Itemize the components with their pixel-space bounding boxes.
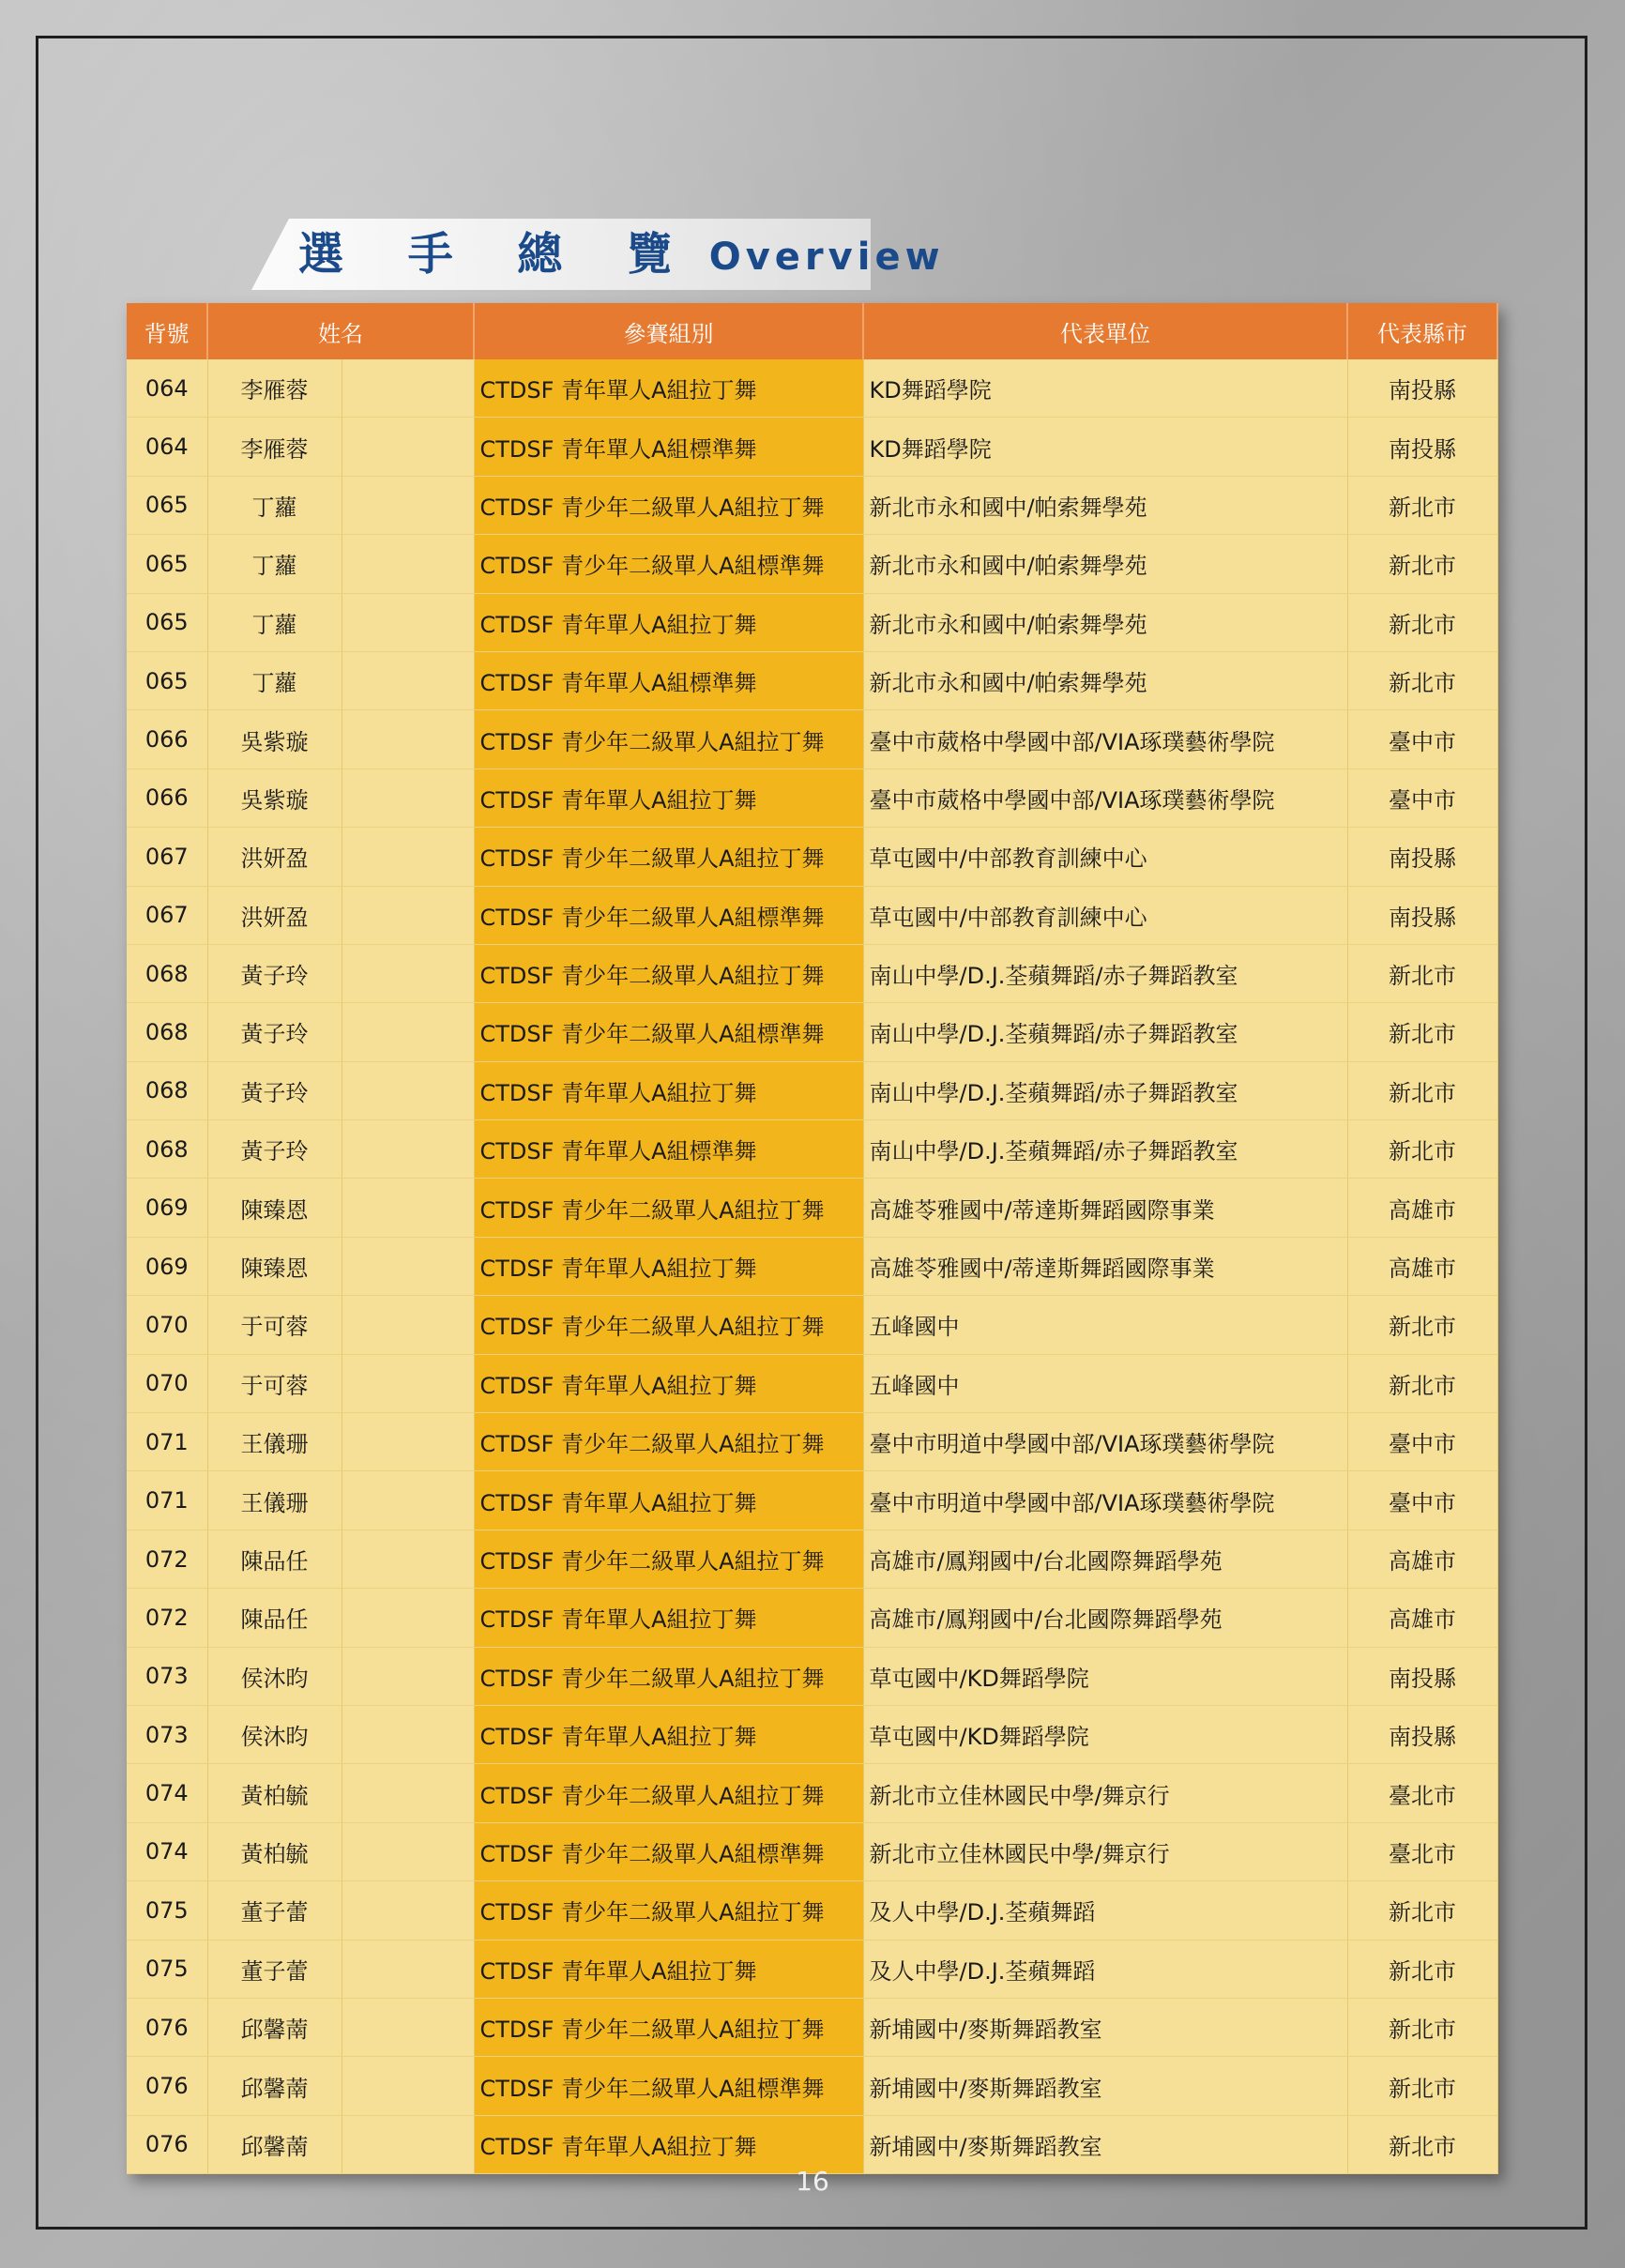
- county-cell: 臺北市: [1347, 1764, 1497, 1822]
- category-cell: CTDSF 青少年二級單人A組拉丁舞: [474, 1881, 863, 1940]
- unit-cell: 新埔國中/麥斯舞蹈教室: [863, 2115, 1347, 2173]
- empty-cell: [342, 1822, 474, 1880]
- name-cell: 丁蘿: [207, 535, 342, 593]
- category-cell: CTDSF 青少年二級單人A組標準舞: [474, 1003, 863, 1061]
- county-cell: 南投縣: [1347, 1647, 1497, 1705]
- title-chinese: 選 手 總 覽: [298, 228, 697, 281]
- bib-number-cell: 075: [127, 1940, 207, 1998]
- unit-cell: 新北市永和國中/帕索舞學苑: [863, 651, 1347, 709]
- bib-number-cell: 066: [127, 710, 207, 769]
- table-row: [127, 1413, 1497, 1471]
- category-cell: CTDSF 青少年二級單人A組拉丁舞: [474, 476, 863, 534]
- table-row: [127, 769, 1497, 827]
- table-row: [127, 1354, 1497, 1412]
- empty-cell: [342, 1471, 474, 1530]
- table-row: [127, 1120, 1497, 1179]
- table-row: [127, 1764, 1497, 1822]
- unit-cell: 新北市永和國中/帕索舞學苑: [863, 593, 1347, 651]
- table-row: [127, 944, 1497, 1002]
- empty-cell: [342, 1413, 474, 1471]
- county-cell: 高雄市: [1347, 1237, 1497, 1295]
- empty-cell: [342, 1764, 474, 1822]
- table-row: [127, 1471, 1497, 1530]
- table-row: [127, 1296, 1497, 1354]
- name-cell: 黃柏毓: [207, 1764, 342, 1822]
- table-row: [127, 476, 1497, 534]
- unit-cell: 草屯國中/中部教育訓練中心: [863, 828, 1347, 886]
- empty-cell: [342, 1354, 474, 1412]
- bib-number-cell: 069: [127, 1237, 207, 1295]
- county-cell: 新北市: [1347, 2115, 1497, 2173]
- name-cell: 黃子玲: [207, 1003, 342, 1061]
- category-cell: CTDSF 青少年二級單人A組拉丁舞: [474, 1998, 863, 2056]
- county-cell: 南投縣: [1347, 418, 1497, 476]
- header-name: 姓名: [207, 303, 474, 359]
- table-row: [127, 1003, 1497, 1061]
- bib-number-cell: 075: [127, 1881, 207, 1940]
- table-row: [127, 1061, 1497, 1119]
- empty-cell: [342, 593, 474, 651]
- bib-number-cell: 072: [127, 1589, 207, 1647]
- category-cell: CTDSF 青年單人A組拉丁舞: [474, 769, 863, 827]
- empty-cell: [342, 710, 474, 769]
- empty-cell: [342, 1530, 474, 1588]
- bib-number-cell: 070: [127, 1354, 207, 1412]
- unit-cell: 高雄苓雅國中/蒂達斯舞蹈國際事業: [863, 1179, 1347, 1237]
- bib-number-cell: 073: [127, 1705, 207, 1763]
- county-cell: 臺中市: [1347, 1413, 1497, 1471]
- empty-cell: [342, 886, 474, 944]
- unit-cell: 新北市立佳林國民中學/舞京行: [863, 1822, 1347, 1880]
- bib-number-cell: 076: [127, 1998, 207, 2056]
- table-row: [127, 2057, 1497, 2115]
- name-cell: 黃子玲: [207, 1120, 342, 1179]
- county-cell: 新北市: [1347, 476, 1497, 534]
- bib-number-cell: 064: [127, 359, 207, 418]
- table-row: [127, 651, 1497, 709]
- category-cell: CTDSF 青年單人A組拉丁舞: [474, 1354, 863, 1412]
- table-row: [127, 1237, 1497, 1295]
- empty-cell: [342, 651, 474, 709]
- category-cell: CTDSF 青少年二級單人A組標準舞: [474, 2057, 863, 2115]
- name-cell: 陳品任: [207, 1530, 342, 1588]
- name-cell: 李雁蓉: [207, 359, 342, 418]
- category-cell: CTDSF 青少年二級單人A組拉丁舞: [474, 944, 863, 1002]
- bib-number-cell: 065: [127, 651, 207, 709]
- county-cell: 臺中市: [1347, 769, 1497, 827]
- unit-cell: 及人中學/D.J.荃蘋舞蹈: [863, 1940, 1347, 1998]
- unit-cell: 臺中市明道中學國中部/VIA琢璞藝術學院: [863, 1413, 1347, 1471]
- bib-number-cell: 073: [127, 1647, 207, 1705]
- category-cell: CTDSF 青年單人A組拉丁舞: [474, 1705, 863, 1763]
- category-cell: CTDSF 青年單人A組拉丁舞: [474, 2115, 863, 2173]
- unit-cell: 新北市永和國中/帕索舞學苑: [863, 535, 1347, 593]
- county-cell: 新北市: [1347, 651, 1497, 709]
- category-cell: CTDSF 青年單人A組拉丁舞: [474, 1940, 863, 1998]
- category-cell: CTDSF 青年單人A組拉丁舞: [474, 593, 863, 651]
- empty-cell: [342, 944, 474, 1002]
- unit-cell: 南山中學/D.J.荃蘋舞蹈/赤子舞蹈教室: [863, 944, 1347, 1002]
- empty-cell: [342, 1705, 474, 1763]
- unit-cell: KD舞蹈學院: [863, 418, 1347, 476]
- empty-cell: [342, 1120, 474, 1179]
- title-english: Overview: [708, 236, 945, 279]
- bib-number-cell: 067: [127, 886, 207, 944]
- table-row: [127, 1822, 1497, 1880]
- name-cell: 丁蘿: [207, 593, 342, 651]
- name-cell: 吳紫璇: [207, 710, 342, 769]
- bib-number-cell: 066: [127, 769, 207, 827]
- empty-cell: [342, 1003, 474, 1061]
- empty-cell: [342, 1061, 474, 1119]
- name-cell: 吳紫璇: [207, 769, 342, 827]
- empty-cell: [342, 828, 474, 886]
- category-cell: CTDSF 青少年二級單人A組拉丁舞: [474, 710, 863, 769]
- county-cell: 新北市: [1347, 1061, 1497, 1119]
- category-cell: CTDSF 青年單人A組拉丁舞: [474, 1061, 863, 1119]
- unit-cell: 五峰國中: [863, 1296, 1347, 1354]
- county-cell: 新北市: [1347, 944, 1497, 1002]
- county-cell: 南投縣: [1347, 828, 1497, 886]
- unit-cell: 南山中學/D.J.荃蘋舞蹈/赤子舞蹈教室: [863, 1061, 1347, 1119]
- category-cell: CTDSF 青少年二級單人A組拉丁舞: [474, 1296, 863, 1354]
- empty-cell: [342, 476, 474, 534]
- bib-number-cell: 069: [127, 1179, 207, 1237]
- table-row: [127, 359, 1497, 418]
- table-row: [127, 1940, 1497, 1998]
- category-cell: CTDSF 青少年二級單人A組拉丁舞: [474, 1413, 863, 1471]
- category-cell: CTDSF 青少年二級單人A組標準舞: [474, 535, 863, 593]
- category-cell: CTDSF 青年單人A組標準舞: [474, 1120, 863, 1179]
- bib-number-cell: 065: [127, 535, 207, 593]
- unit-cell: 南山中學/D.J.荃蘋舞蹈/赤子舞蹈教室: [863, 1003, 1347, 1061]
- category-cell: CTDSF 青少年二級單人A組拉丁舞: [474, 828, 863, 886]
- unit-cell: 新北市永和國中/帕索舞學苑: [863, 476, 1347, 534]
- unit-cell: 新埔國中/麥斯舞蹈教室: [863, 2057, 1347, 2115]
- name-cell: 黃子玲: [207, 944, 342, 1002]
- name-cell: 邱馨萳: [207, 2115, 342, 2173]
- bib-number-cell: 064: [127, 418, 207, 476]
- table-header-row: [127, 303, 1497, 359]
- county-cell: 新北市: [1347, 1296, 1497, 1354]
- name-cell: 李雁蓉: [207, 418, 342, 476]
- table-row: [127, 1530, 1497, 1588]
- name-cell: 丁蘿: [207, 651, 342, 709]
- unit-cell: 南山中學/D.J.荃蘋舞蹈/赤子舞蹈教室: [863, 1120, 1347, 1179]
- county-cell: 新北市: [1347, 1003, 1497, 1061]
- bib-number-cell: 068: [127, 1061, 207, 1119]
- category-cell: CTDSF 青年單人A組拉丁舞: [474, 1237, 863, 1295]
- category-cell: CTDSF 青年單人A組拉丁舞: [474, 359, 863, 418]
- county-cell: 臺中市: [1347, 710, 1497, 769]
- name-cell: 侯沐昀: [207, 1647, 342, 1705]
- empty-cell: [342, 1998, 474, 2056]
- bib-number-cell: 067: [127, 828, 207, 886]
- county-cell: 新北市: [1347, 2057, 1497, 2115]
- unit-cell: 高雄市/鳳翔國中/台北國際舞蹈學苑: [863, 1589, 1347, 1647]
- name-cell: 于可蓉: [207, 1296, 342, 1354]
- table-row: [127, 1998, 1497, 2056]
- bib-number-cell: 072: [127, 1530, 207, 1588]
- name-cell: 于可蓉: [207, 1354, 342, 1412]
- header-bib: 背號: [127, 303, 207, 359]
- page-title: [298, 221, 945, 287]
- unit-cell: 新埔國中/麥斯舞蹈教室: [863, 1998, 1347, 2056]
- name-cell: 丁蘿: [207, 476, 342, 534]
- name-cell: 王儀珊: [207, 1471, 342, 1530]
- unit-cell: 高雄市/鳳翔國中/台北國際舞蹈學苑: [863, 1530, 1347, 1588]
- county-cell: 新北市: [1347, 1940, 1497, 1998]
- bib-number-cell: 076: [127, 2115, 207, 2173]
- bib-number-cell: 065: [127, 593, 207, 651]
- category-cell: CTDSF 青年單人A組拉丁舞: [474, 1589, 863, 1647]
- county-cell: 新北市: [1347, 1354, 1497, 1412]
- category-cell: CTDSF 青少年二級單人A組拉丁舞: [474, 1179, 863, 1237]
- unit-cell: 草屯國中/中部教育訓練中心: [863, 886, 1347, 944]
- name-cell: 邱馨萳: [207, 1998, 342, 2056]
- county-cell: 南投縣: [1347, 359, 1497, 418]
- county-cell: 高雄市: [1347, 1530, 1497, 1588]
- unit-cell: 高雄苓雅國中/蒂達斯舞蹈國際事業: [863, 1237, 1347, 1295]
- category-cell: CTDSF 青少年二級單人A組拉丁舞: [474, 1530, 863, 1588]
- empty-cell: [342, 769, 474, 827]
- empty-cell: [342, 535, 474, 593]
- header-unit: 代表單位: [863, 303, 1347, 359]
- unit-cell: 臺中市明道中學國中部/VIA琢璞藝術學院: [863, 1471, 1347, 1530]
- county-cell: 新北市: [1347, 593, 1497, 651]
- bib-number-cell: 074: [127, 1764, 207, 1822]
- table-row: [127, 1705, 1497, 1763]
- county-cell: 新北市: [1347, 535, 1497, 593]
- category-cell: CTDSF 青少年二級單人A組標準舞: [474, 886, 863, 944]
- bib-number-cell: 068: [127, 944, 207, 1002]
- table-row: [127, 593, 1497, 651]
- empty-cell: [342, 1179, 474, 1237]
- county-cell: 高雄市: [1347, 1589, 1497, 1647]
- table-body: [127, 359, 1497, 2174]
- county-cell: 南投縣: [1347, 1705, 1497, 1763]
- table-row: [127, 1179, 1497, 1237]
- unit-cell: 草屯國中/KD舞蹈學院: [863, 1705, 1347, 1763]
- table-row: [127, 828, 1497, 886]
- table-row: [127, 710, 1497, 769]
- empty-cell: [342, 1237, 474, 1295]
- bib-number-cell: 074: [127, 1822, 207, 1880]
- name-cell: 董子蕾: [207, 1881, 342, 1940]
- bib-number-cell: 076: [127, 2057, 207, 2115]
- unit-cell: 及人中學/D.J.荃蘋舞蹈: [863, 1881, 1347, 1940]
- unit-cell: 臺中市葳格中學國中部/VIA琢璞藝術學院: [863, 710, 1347, 769]
- bib-number-cell: 068: [127, 1120, 207, 1179]
- empty-cell: [342, 359, 474, 418]
- name-cell: 侯沐昀: [207, 1705, 342, 1763]
- bib-number-cell: 068: [127, 1003, 207, 1061]
- bib-number-cell: 071: [127, 1471, 207, 1530]
- table-row: [127, 418, 1497, 476]
- category-cell: CTDSF 青少年二級單人A組標準舞: [474, 1822, 863, 1880]
- unit-cell: 新北市立佳林國民中學/舞京行: [863, 1764, 1347, 1822]
- name-cell: 王儀珊: [207, 1413, 342, 1471]
- county-cell: 臺中市: [1347, 1471, 1497, 1530]
- category-cell: CTDSF 青少年二級單人A組拉丁舞: [474, 1647, 863, 1705]
- table-row: [127, 1589, 1497, 1647]
- empty-cell: [342, 2057, 474, 2115]
- empty-cell: [342, 1296, 474, 1354]
- name-cell: 洪妍盈: [207, 886, 342, 944]
- empty-cell: [342, 418, 474, 476]
- unit-cell: KD舞蹈學院: [863, 359, 1347, 418]
- bib-number-cell: 071: [127, 1413, 207, 1471]
- name-cell: 洪妍盈: [207, 828, 342, 886]
- empty-cell: [342, 1589, 474, 1647]
- header-county: 代表縣市: [1347, 303, 1497, 359]
- category-cell: CTDSF 青年單人A組標準舞: [474, 418, 863, 476]
- empty-cell: [342, 1940, 474, 1998]
- table-row: [127, 535, 1497, 593]
- category-cell: CTDSF 青少年二級單人A組拉丁舞: [474, 1764, 863, 1822]
- county-cell: 新北市: [1347, 1120, 1497, 1179]
- table-row: [127, 1647, 1497, 1705]
- unit-cell: 臺中市葳格中學國中部/VIA琢璞藝術學院: [863, 769, 1347, 827]
- empty-cell: [342, 1881, 474, 1940]
- county-cell: 高雄市: [1347, 1179, 1497, 1237]
- name-cell: 邱馨萳: [207, 2057, 342, 2115]
- table-row: [127, 1881, 1497, 1940]
- table-row: [127, 886, 1497, 944]
- unit-cell: 五峰國中: [863, 1354, 1347, 1412]
- roster-table: [127, 303, 1498, 2174]
- county-cell: 南投縣: [1347, 886, 1497, 944]
- name-cell: 陳臻恩: [207, 1237, 342, 1295]
- name-cell: 董子蕾: [207, 1940, 342, 1998]
- unit-cell: 草屯國中/KD舞蹈學院: [863, 1647, 1347, 1705]
- empty-cell: [342, 1647, 474, 1705]
- bib-number-cell: 070: [127, 1296, 207, 1354]
- name-cell: 陳品任: [207, 1589, 342, 1647]
- name-cell: 黃子玲: [207, 1061, 342, 1119]
- page-number: 16: [796, 2166, 829, 2197]
- bib-number-cell: 065: [127, 476, 207, 534]
- county-cell: 新北市: [1347, 1998, 1497, 2056]
- category-cell: CTDSF 青年單人A組標準舞: [474, 651, 863, 709]
- name-cell: 陳臻恩: [207, 1179, 342, 1237]
- header-category: 參賽組別: [474, 303, 863, 359]
- county-cell: 新北市: [1347, 1881, 1497, 1940]
- county-cell: 臺北市: [1347, 1822, 1497, 1880]
- name-cell: 黃柏毓: [207, 1822, 342, 1880]
- category-cell: CTDSF 青年單人A組拉丁舞: [474, 1471, 863, 1530]
